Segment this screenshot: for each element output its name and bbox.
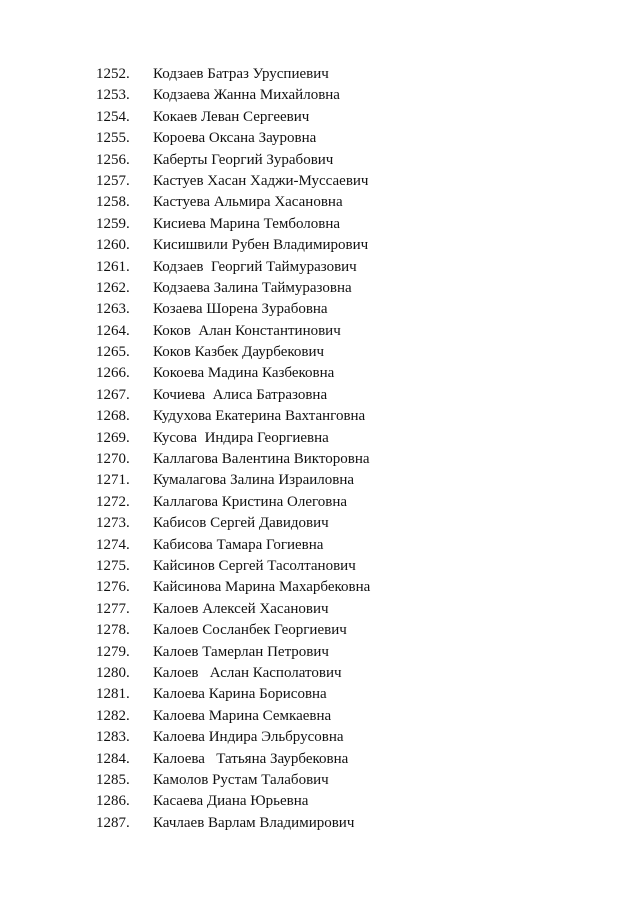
entry-name: Кайсинова Марина Махарбековна [153, 579, 371, 596]
entry-number: 1270. [96, 451, 130, 468]
entry-number: 1268. [96, 408, 130, 425]
entry-name: Кудухова Екатерина Вахтанговна [153, 408, 366, 425]
entry-number: 1262. [96, 279, 130, 296]
list-item [96, 492, 370, 513]
list-item [96, 278, 370, 299]
entry-name: Калоева Марина Семкаевна [153, 707, 332, 724]
entry-number: 1266. [96, 365, 130, 382]
list-item [96, 535, 370, 556]
entry-number: 1283. [96, 729, 130, 746]
list-item [96, 513, 370, 534]
entry-name: Каллагова Валентина Викторовна [153, 451, 370, 468]
list-item [96, 235, 370, 256]
entry-name: Кокоева Мадина Казбековна [153, 365, 335, 382]
entry-name: Калоева Индира Эльбрусовна [153, 729, 344, 746]
list-item [96, 171, 370, 192]
list-item [96, 770, 370, 791]
name-list [96, 64, 370, 834]
entry-name: Козаева Шорена Зурабовна [153, 301, 328, 318]
list-item [96, 684, 370, 705]
entry-number: 1252. [96, 66, 130, 82]
entry-name: Камолов Рустам Талабович [153, 771, 329, 788]
list-item [96, 791, 370, 812]
list-item [96, 214, 370, 235]
entry-number: 1267. [96, 386, 130, 403]
entry-number: 1264. [96, 322, 130, 339]
entry-number: 1259. [96, 215, 130, 232]
entry-name: Коков Алан Константинович [153, 322, 341, 339]
entry-name: Кодзаев Батраз Уруспиевич [153, 66, 329, 82]
entry-number: 1282. [96, 707, 130, 724]
list-item [96, 363, 370, 384]
entry-number: 1286. [96, 793, 130, 810]
entry-number: 1273. [96, 515, 130, 532]
entry-name: Калоева Татьяна Заурбековна [153, 750, 349, 767]
entry-name: Кочиева Алиса Батразовна [153, 386, 328, 403]
entry-name: Короева Оксана Зауровна [153, 130, 317, 147]
list-item [96, 813, 370, 834]
entry-number: 1257. [96, 172, 130, 189]
list-item [96, 449, 370, 470]
entry-name: Кодзаева Залина Таймуразовна [153, 279, 352, 296]
entry-name: Кабисова Тамара Гогиевна [153, 536, 324, 553]
entry-name: Калоева Карина Борисовна [153, 686, 327, 703]
list-item [96, 706, 370, 727]
list-item [96, 428, 370, 449]
entry-number: 1276. [96, 579, 130, 596]
entry-number: 1278. [96, 622, 130, 639]
entry-name: Калоев Тамерлан Петрович [153, 643, 329, 660]
entry-number: 1256. [96, 151, 130, 168]
entry-name: Кастуева Альмира Хасановна [153, 194, 343, 211]
entry-number: 1280. [96, 664, 130, 681]
entry-name: Калоев Алексей Хасанович [153, 600, 329, 617]
entry-number: 1265. [96, 344, 130, 361]
entry-number: 1269. [96, 429, 130, 446]
list-item [96, 642, 370, 663]
entry-number: 1271. [96, 472, 130, 489]
entry-number: 1258. [96, 194, 130, 211]
list-item [96, 192, 370, 213]
list-item [96, 577, 370, 598]
list-item [96, 385, 370, 406]
list-item [96, 128, 370, 149]
entry-name: Кодзаев Георгий Таймуразович [153, 258, 357, 275]
list-item [96, 299, 370, 320]
list-item [96, 749, 370, 770]
entry-number: 1261. [96, 258, 130, 275]
entry-name: Коков Казбек Даурбекович [153, 344, 325, 361]
list-item [96, 663, 370, 684]
list-item [96, 342, 370, 363]
entry-number: 1274. [96, 536, 130, 553]
entry-name: Каллагова Кристина Олеговна [153, 493, 348, 510]
entry-name: Кастуев Хасан Хаджи-Муссаевич [153, 172, 369, 189]
entry-number: 1287. [96, 814, 130, 831]
entry-name: Кусова Индира Георгиевна [153, 429, 329, 446]
entry-name: Кокаев Леван Сергеевич [153, 108, 310, 125]
entry-name: Касаева Диана Юрьевна [153, 793, 309, 810]
list-item [96, 406, 370, 427]
entry-name: Кайсинов Сергей Тасолтанович [153, 557, 356, 574]
entry-number: 1281. [96, 686, 130, 703]
entry-name: Качлаев Варлам Владимирович [153, 814, 355, 831]
list-item [96, 727, 370, 748]
entry-name: Кисиева Марина Темболовна [153, 215, 341, 232]
list-item [96, 470, 370, 491]
entry-number: 1253. [96, 87, 130, 104]
list-item [96, 321, 370, 342]
entry-name: Кабисов Сергей Давидович [153, 515, 329, 532]
entry-number: 1285. [96, 771, 130, 788]
entry-number: 1260. [96, 237, 130, 254]
entry-number: 1254. [96, 108, 130, 125]
list-item [96, 64, 370, 85]
entry-number: 1279. [96, 643, 130, 660]
list-item [96, 107, 370, 128]
entry-name: Калоев Аслан Касполатович [153, 664, 342, 681]
entry-name: Калоев Сосланбек Георгиевич [153, 622, 347, 639]
list-item [96, 85, 370, 106]
entry-name: Каберты Георгий Зурабович [153, 151, 334, 168]
list-item [96, 150, 370, 171]
list-item [96, 599, 370, 620]
entry-number: 1255. [96, 130, 130, 147]
list-item [96, 556, 370, 577]
list-item [96, 257, 370, 278]
entry-number: 1275. [96, 557, 130, 574]
entry-number: 1277. [96, 600, 130, 617]
entry-name: Кумалагова Залина Израиловна [153, 472, 355, 489]
entry-number: 1263. [96, 301, 130, 318]
entry-name: Кодзаева Жанна Михайловна [153, 87, 340, 104]
list-item [96, 620, 370, 641]
entry-number: 1272. [96, 493, 130, 510]
entry-name: Кисишвили Рубен Владимирович [153, 237, 369, 254]
entry-number: 1284. [96, 750, 130, 767]
